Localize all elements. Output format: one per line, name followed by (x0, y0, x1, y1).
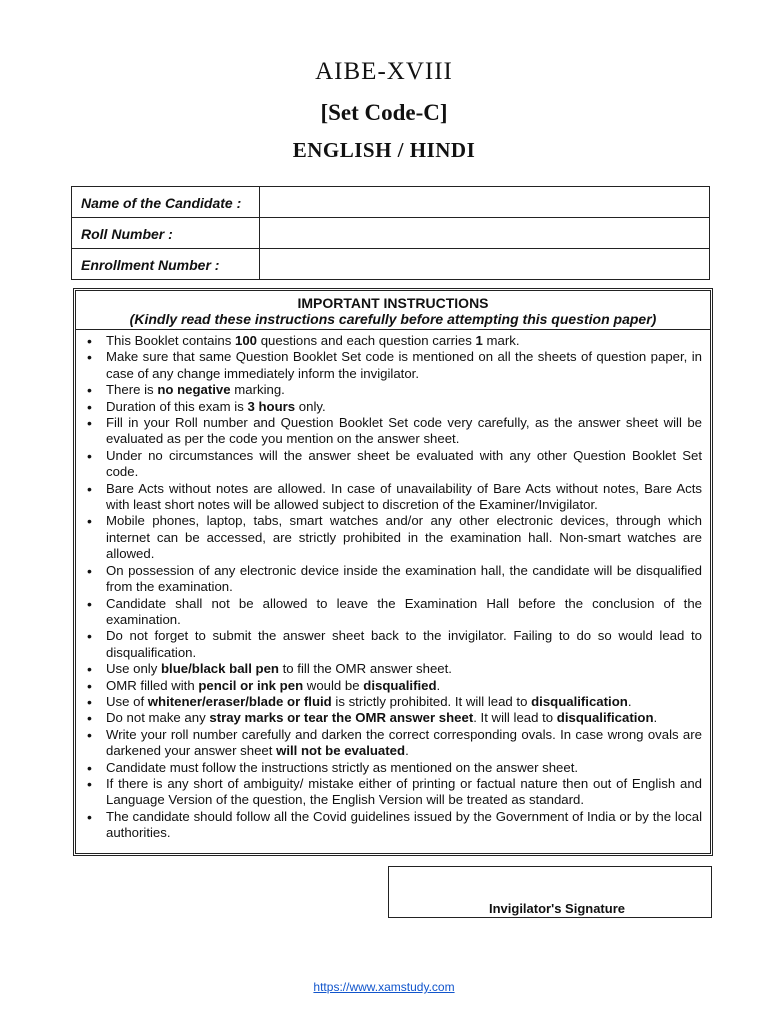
instruction-text: . (405, 743, 409, 759)
instruction-text: On possession of any electronic device inside the examination hall, the candidate will be disqualified from the examination. (106, 562, 702, 595)
instruction-item (106, 710, 702, 726)
instruction-text: questions and each question carries (257, 333, 476, 348)
instruction-text: would be (303, 677, 364, 693)
candidate-name-row (72, 187, 709, 218)
instruction-emphasis: stray marks or tear the OMR answer sheet (209, 710, 474, 726)
instruction-emphasis: whitener/eraser/blade or fluid (147, 693, 332, 709)
instruction-text: mark. (482, 333, 520, 348)
invigilator-signature-box[interactable] (388, 866, 712, 918)
instruction-text: There is (106, 382, 158, 398)
instruction-text: Do not make any (106, 710, 210, 726)
language-label: ENGLISH / HINDI (292, 138, 476, 162)
instruction-emphasis: will not be evaluated (276, 743, 406, 759)
instruction-text: Use only (106, 661, 161, 677)
set-code: [Set Code-C] (320, 100, 448, 125)
instruction-text: . (436, 677, 441, 693)
instruction-text: If there is any short of ambiguity/ mistake either of printing or factual nature then out of English and Language Version of the question, the English Version will be treated as standard. (106, 775, 702, 808)
instruction-item (106, 513, 702, 562)
invigilator-signature-label: Invigilator's Signature (488, 901, 625, 916)
instruction-item (106, 448, 702, 481)
instruction-text: Under no circumstances will the answer sheet be evaluated with any other Question Booklet Set code. (106, 447, 702, 480)
instruction-item (106, 349, 702, 382)
instruction-emphasis: disqualification (531, 693, 628, 709)
instruction-text: Make sure that same Question Booklet Set code is mentioned on all the sheets of question paper, in case of any change immediately inform the invigilator. (106, 349, 702, 381)
instruction-text: Candidate must follow the instructions strictly as mentioned on the answer sheet. (106, 759, 579, 775)
roll-number-row (72, 218, 709, 249)
instructions-list (76, 333, 710, 842)
instruction-text: . (653, 710, 658, 726)
instruction-item (106, 382, 702, 398)
instruction-emphasis: blue/black ball pen (160, 661, 279, 677)
instruction-text: . (627, 693, 632, 709)
instruction-emphasis: 3 hours (247, 398, 296, 414)
candidate-name-field[interactable] (260, 187, 709, 217)
exam-title: AIBE-XVIII (315, 58, 453, 85)
enrollment-number-field[interactable] (260, 249, 709, 280)
instructions-subheading: (Kindly read these instructions carefully before attempting this question paper) (76, 311, 710, 330)
instruction-text: is strictly prohibited. It will lead to (331, 693, 532, 709)
candidate-details-table (71, 186, 710, 280)
instruction-text: Bare Acts without notes are allowed. In case of unavailability of Bare Acts without notes, Bare Acts with least short notes will be allowed subject to discretion of the Examiner/Invigilator. (106, 480, 702, 513)
instruction-item (106, 333, 702, 349)
instruction-text: Write your roll number carefully and darken the correct corresponding ovals. In case wrong ovals are darkened your answer sheet (106, 726, 702, 759)
instruction-item (106, 776, 702, 809)
instruction-item (106, 596, 702, 629)
instruction-item (106, 481, 702, 514)
instruction-text: . It will lead to (473, 710, 557, 726)
instruction-text: Fill in your Roll number and Question Booklet Set code very carefully, as the answer sheet will be evaluated as per the code you mention on the answer sheet. (106, 415, 702, 447)
footer-link[interactable]: https://www.xamstudy.com (313, 980, 455, 994)
instruction-emphasis: 1 (475, 333, 483, 348)
instruction-item (106, 694, 702, 710)
instruction-item (106, 628, 702, 661)
instruction-text: Duration of this exam is (106, 398, 248, 414)
instruction-text: Use of (106, 693, 148, 709)
instruction-emphasis: disqualified (363, 677, 437, 693)
instruction-emphasis: no negative (157, 382, 231, 398)
instruction-text: only. (295, 398, 326, 414)
instruction-text: marking. (230, 382, 285, 398)
instructions-heading: IMPORTANT INSTRUCTIONS (297, 295, 489, 311)
instruction-item (106, 809, 702, 842)
candidate-name-label: Name of the Candidate : (72, 187, 260, 217)
instruction-item (106, 415, 702, 448)
instruction-text: Do not forget to submit the answer sheet back to the invigilator. Failing to do so would lead to disqualification. (106, 628, 702, 660)
instruction-item (106, 563, 702, 596)
instruction-item (106, 661, 702, 677)
instruction-text: This Booklet contains (106, 333, 236, 348)
instruction-emphasis: pencil or ink pen (198, 677, 304, 693)
enrollment-number-label: Enrollment Number : (72, 249, 260, 280)
instruction-item (106, 727, 702, 760)
instructions-box (73, 288, 713, 856)
roll-number-label: Roll Number : (72, 218, 260, 248)
instruction-text: OMR filled with (106, 677, 199, 693)
instruction-text: Mobile phones, laptop, tabs, smart watches and/or any other electronic devices, through which internet can be accessed, are strictly prohibited in the examination hall. Non-smart watches are allowed. (106, 513, 702, 562)
instruction-item (106, 678, 702, 694)
instruction-item (106, 399, 702, 415)
instruction-emphasis: disqualification (556, 710, 654, 726)
instruction-text: The candidate should follow all the Covid guidelines issued by the Government of India or by the local authorities. (106, 808, 702, 841)
roll-number-field[interactable] (260, 218, 709, 248)
instruction-text: Candidate shall not be allowed to leave the Examination Hall before the conclusion of the examination. (106, 595, 702, 627)
instruction-emphasis: 100 (235, 333, 258, 348)
instruction-text: to fill the OMR answer sheet. (278, 661, 452, 677)
instruction-item (106, 760, 702, 776)
enrollment-number-row (72, 249, 709, 280)
